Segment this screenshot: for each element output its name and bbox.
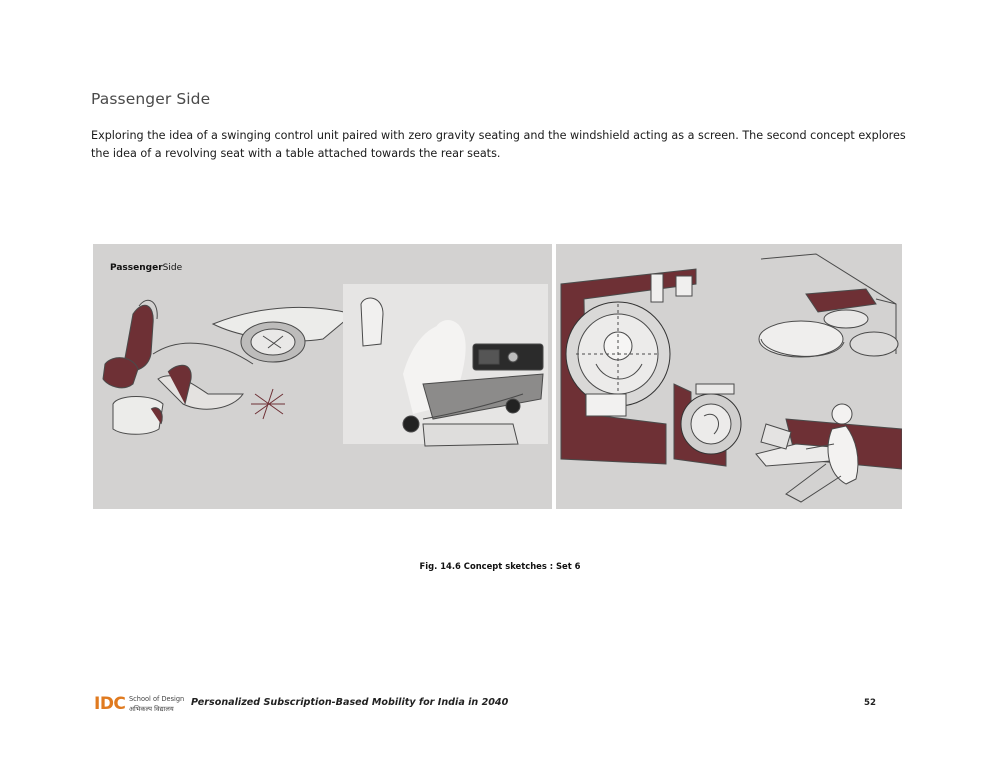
section-title: Passenger Side — [91, 90, 211, 108]
seated-figure-sketch — [756, 404, 902, 502]
windshield-screen-sketch — [343, 284, 548, 446]
figure-caption: Fig. 14.6 Concept sketches : Set 6 — [419, 561, 581, 571]
page-number: 52 — [864, 698, 876, 708]
footer-title: Personalized Subscription-Based Mobility for India in 2040 — [191, 697, 509, 708]
logo-school-text: School of Design — [129, 695, 185, 703]
logo-hindi-text: अभिकल्प विद्यालय — [129, 705, 174, 713]
revolving-seat-detail-sketch — [674, 384, 741, 466]
sketch-panel-left — [93, 244, 552, 509]
sketch-left-illustration — [93, 244, 552, 509]
sketch-label — [110, 263, 182, 273]
sketch-label-bold: Passenger — [110, 263, 163, 273]
logo-mark: IDC — [94, 694, 126, 714]
sketch-panel-right — [556, 244, 902, 509]
rear-seat-table-sketch — [759, 254, 898, 357]
section-paragraph: Exploring the idea of a swinging control unit paired with zero gravity seating and the windshield acting as a screen. The second concept explores the idea of a revolving seat with a table attached towards the rear seats. — [91, 129, 906, 160]
sketch-label-regular: Side — [162, 263, 183, 273]
sketch-right-illustration — [556, 244, 902, 509]
